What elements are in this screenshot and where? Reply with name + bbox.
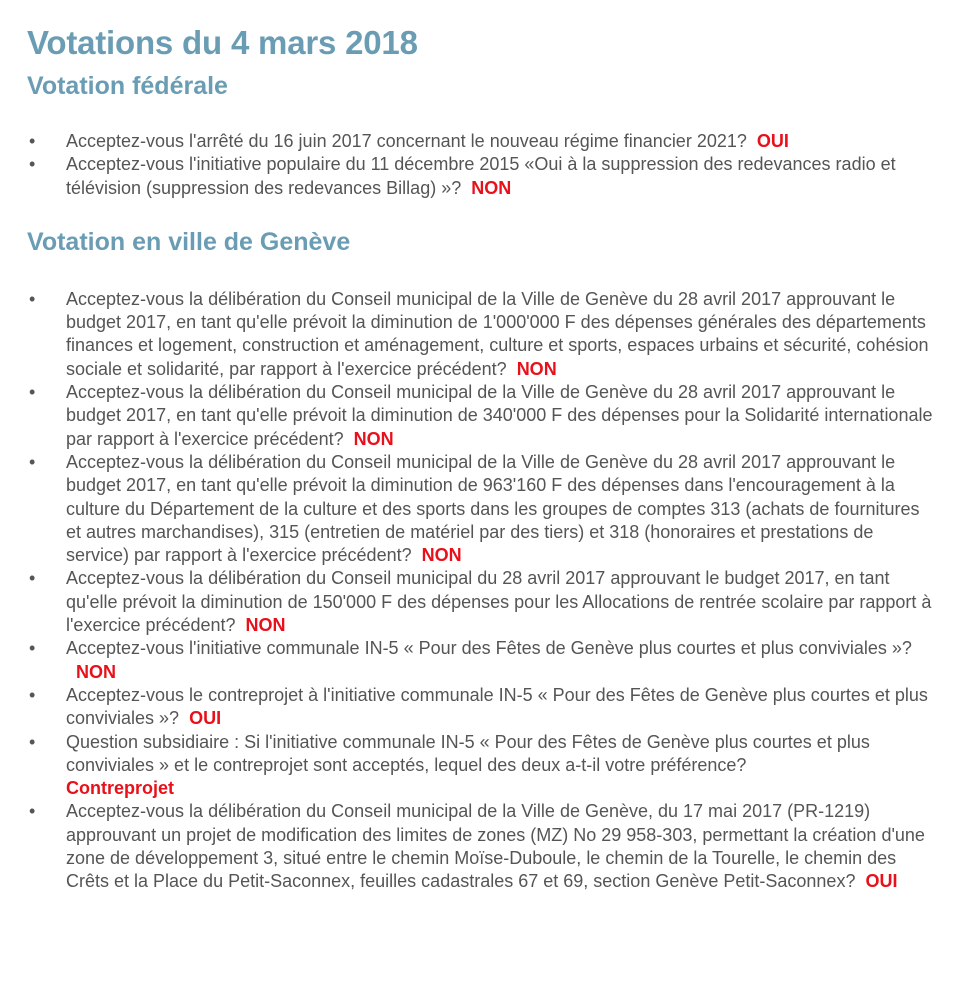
answer-label: NON [245,615,286,636]
question-text: Acceptez-vous l'arrêté du 16 juin 2017 concernant le nouveau régime financier 2021? [66,131,747,151]
bullet-icon: • [29,684,36,705]
question-text: Question subsidiaire : Si l'initiative communale IN-5 « Pour des Fêtes de Genève plus courtes et plus conviviales » et le contreprojet sont acceptés, lequel des deux a-t-il votre préférence? [66,731,870,775]
question-item [27,800,940,893]
question-item [27,153,940,200]
answer-label: NON [516,358,557,379]
answer-label: OUI [189,708,222,729]
bullet-icon: • [29,638,36,659]
question-text: Acceptez-vous la délibération du Conseil municipal de la Ville de Genève, du 17 mai 2017 (PR-1219) approuvant un projet de modification des limites de zones (MZ) No 29 958-303, permettant la création d'une zone de développement 3, situé entre le chemin Moïse-Duboule, le chemin de la Tourelle, le chemin des Crêts et la Place du Petit-Saconnex, feuilles cadastrales 67 et 69, section Genève Petit-Saconnex? [66,801,925,892]
question-item [27,288,940,381]
question-item [27,567,940,637]
bullet-icon: • [29,382,36,403]
question-item [27,731,940,801]
page-title: Votations du 4 mars 2018 [27,24,418,61]
answer-label: NON [421,545,462,566]
geneve-section [27,226,940,894]
answer-label: NON [76,661,116,682]
federal-question-list [27,130,940,200]
question-item [27,637,940,684]
bullet-icon: • [29,288,36,309]
question-text: Acceptez-vous la délibération du Conseil municipal de la Ville de Genève du 28 avril 2017 approuvant le budget 2017, en tant qu'elle prévoit la diminution de 963'160 F des dépenses dans l'encouragement à la culture du Département de la culture et des sports dans les groupes de comptes 313 (achats de fournitures et autres marchandises), 315 (entretien de matériel par des tiers) et 318 (honoraires et prestations de service) par rapport à l'exercice précédent? [66,451,920,566]
bullet-icon: • [29,731,36,752]
answer-label: OUI [865,871,898,892]
bullet-icon: • [29,154,36,175]
geneve-question-list [27,288,940,894]
answer-label: NON [471,177,512,198]
question-text: Acceptez-vous la délibération du Conseil municipal du 28 avril 2017 approuvant le budget 2017, en tant qu'elle prévoit la diminution de 150'000 F des dépenses pour les Allocations de rentrée scolaire par rapport à l'exercice précédent? [66,568,932,636]
answer-label: NON [353,428,394,449]
question-item [27,684,940,731]
question-item [27,130,940,153]
answer-label: OUI [756,131,789,151]
bullet-icon: • [29,568,36,589]
question-text: Acceptez-vous l'initiative populaire du 11 décembre 2015 «Oui à la suppression des redevances radio et télévision (suppression des redevances Billag) »? [66,154,896,198]
answer-label: Contreprojet [66,778,174,799]
bullet-icon: • [29,801,36,822]
question-text: Acceptez-vous le contreprojet à l'initiative communale IN-5 « Pour des Fêtes de Genève plus courtes et plus conviviales »? [66,684,928,729]
federal-section-title: Votation fédérale [27,72,228,100]
question-text: Acceptez-vous l'initiative communale IN-5 « Pour des Fêtes de Genève plus courtes et plus conviviales »? [66,638,912,659]
bullet-icon: • [29,131,36,151]
geneve-section-title: Votation en ville de Genève [27,227,351,256]
question-item [27,451,940,567]
question-text: Acceptez-vous la délibération du Conseil municipal de la Ville de Genève du 28 avril 2017 approuvant le budget 2017, en tant qu'elle prévoit la diminution de 1'000'000 F des dépenses générales des départements finances et logement, construction et aménagement, culture et sports, espaces urbains et sécurité, cohésion sociale et solidarité, par rapport à l'exercice précédent? [66,288,929,379]
federal-section [27,70,940,200]
question-item [27,381,940,451]
question-text: Acceptez-vous la délibération du Conseil municipal de la Ville de Genève du 28 avril 2017 approuvant le budget 2017, en tant qu'elle prévoit la diminution de 340'000 F des dépenses pour la Solidarité internationale par rapport à l'exercice précédent? [66,382,933,449]
bullet-icon: • [29,451,36,472]
